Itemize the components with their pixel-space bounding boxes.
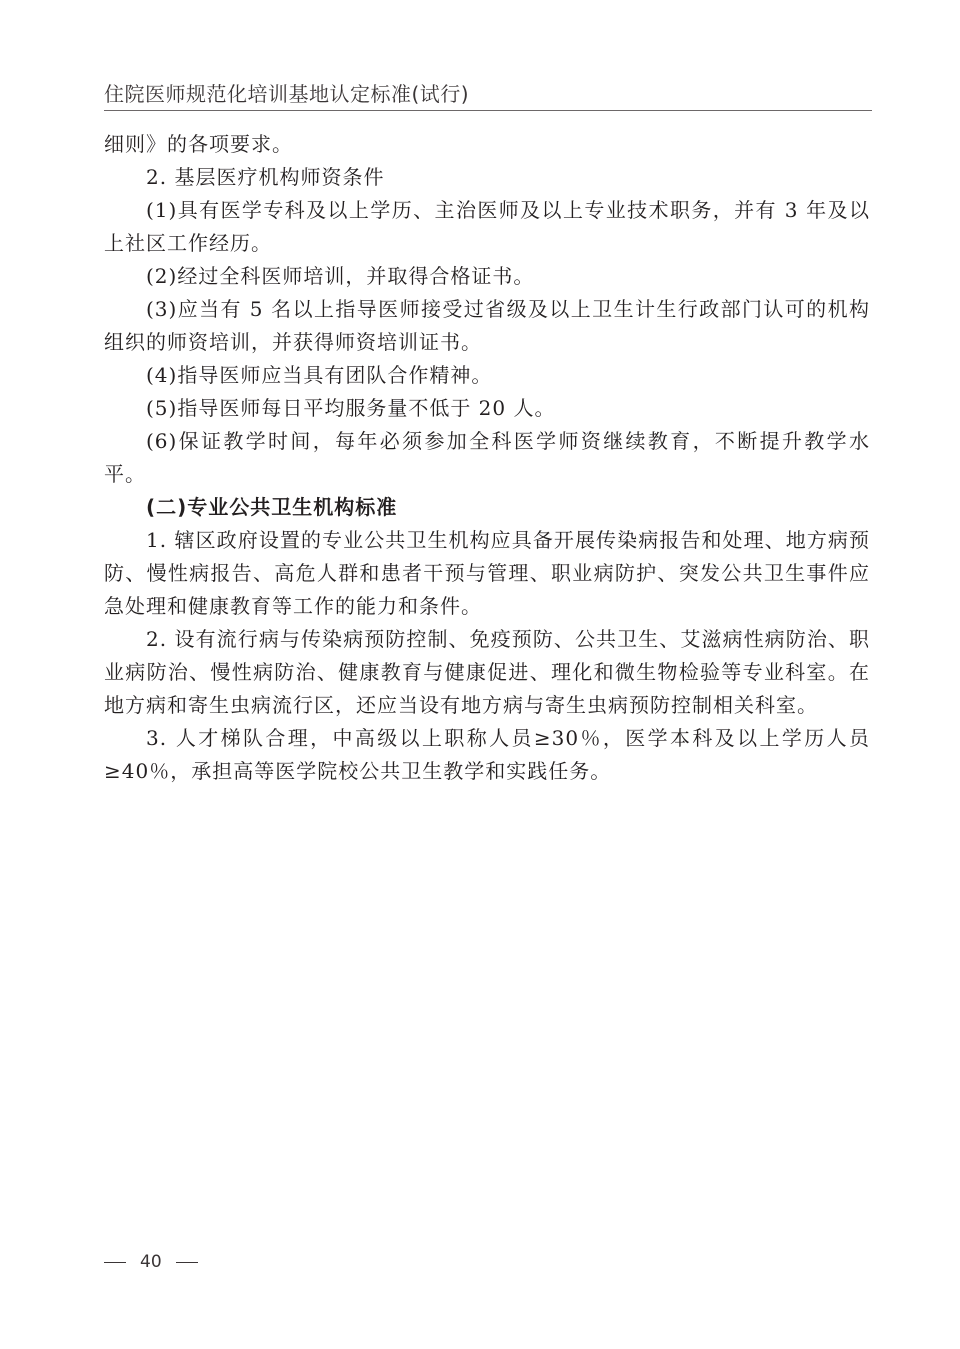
page-footer (104, 1252, 198, 1272)
footer-dash-left (104, 1262, 126, 1263)
footer-dash-right (176, 1262, 198, 1263)
running-header: 住院医师规范化培训基地认定标准(试行) (104, 82, 470, 106)
paragraph: 细则》的各项要求。 (104, 132, 293, 156)
paragraph: 3. 人才梯队合理，中高级以上职称人员≥30％，医学本科及以上学历人员≥40％，承担高等医学院校公共卫生教学和实践任务。 (104, 726, 870, 783)
section-heading: (二)专业公共卫生机构标准 (146, 495, 398, 519)
paragraph: 2. 设有流行病与传染病预防控制、免疫预防、公共卫生、艾滋病性病防治、职业病防治、慢性病防治、健康教育与健康促进、理化和微生物检验等专业科室。在地方病和寄生虫病流行区，还应当设有地方病与寄生虫病预防控制相关科室。 (104, 627, 870, 717)
list-item: (1)具有医学专科及以上学历、主治医师及以上专业技术职务，并有 3 年及以上社区工作经历。 (104, 198, 870, 255)
header-divider (104, 110, 872, 111)
page-number: 40 (140, 1252, 162, 1272)
paragraph: 1. 辖区政府设置的专业公共卫生机构应具备开展传染病报告和处理、地方病预防、慢性病报告、高危人群和患者干预与管理、职业病防护、突发公共卫生事件应急处理和健康教育等工作的能力和条件。 (104, 528, 870, 618)
list-item: (2)经过全科医师培训，并取得合格证书。 (146, 264, 535, 288)
list-item: (5)指导医师每日平均服务量不低于 20 人。 (146, 396, 556, 420)
list-item: (6)保证教学时间，每年必须参加全科医学师资继续教育，不断提升教学水平。 (104, 429, 870, 486)
list-item: (4)指导医师应当具有团队合作精神。 (146, 363, 493, 387)
subsection-title: 2. 基层医疗机构师资条件 (146, 165, 385, 189)
document-body (104, 128, 870, 788)
list-item: (3)应当有 5 名以上指导医师接受过省级及以上卫生计生行政部门认可的机构组织的师资培训，并获得师资培训证书。 (104, 297, 870, 354)
